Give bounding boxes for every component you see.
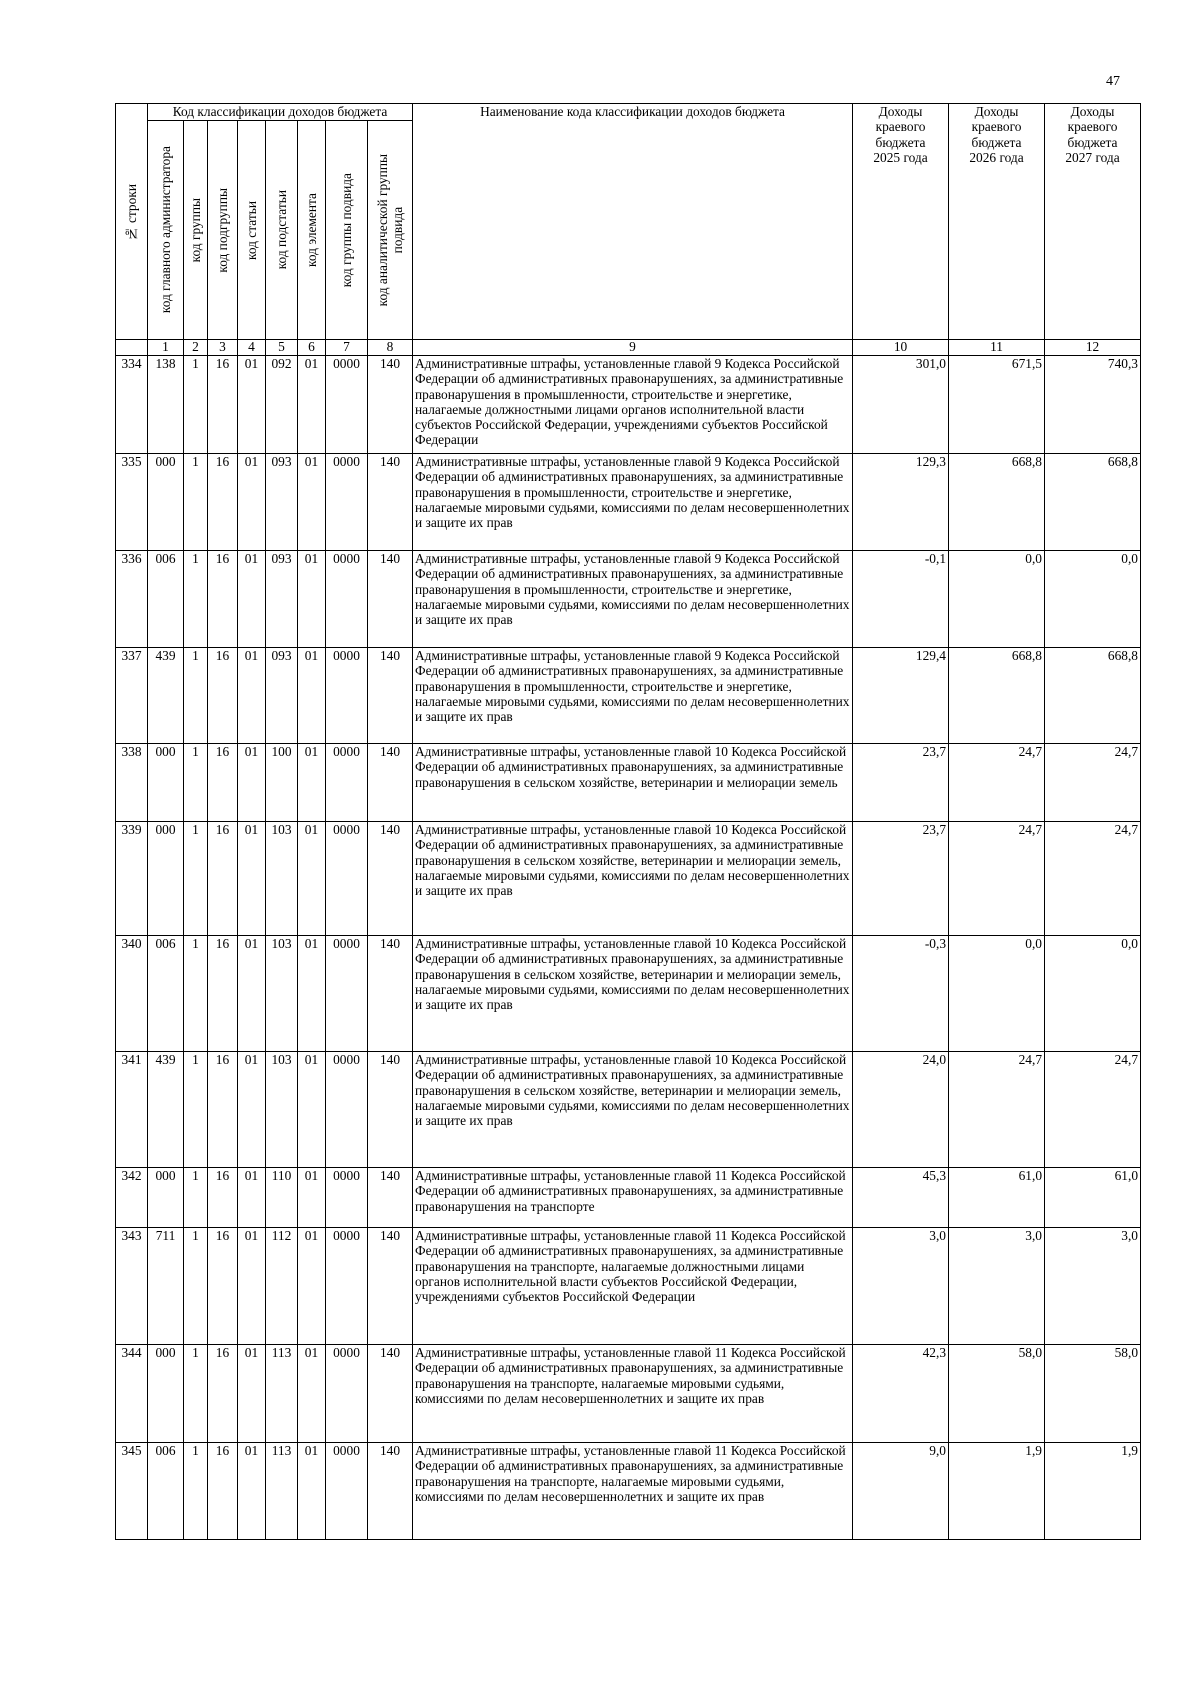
subarticle-code: 100 (266, 744, 298, 822)
group-code: 1 (184, 551, 208, 648)
row-number: 342 (116, 1168, 148, 1228)
article-code: 01 (238, 454, 266, 551)
column-number: 1 (148, 340, 184, 356)
column-number: 5 (266, 340, 298, 356)
analytic-group-code: 140 (368, 1052, 413, 1168)
code-name: Административные штрафы, установленные главой 10 Кодекса Российской Федерации об административных правонарушениях, за административные правонарушения в сельском хозяйстве, ветеринарии и мелиорации земель, налагаемые мировыми судьями, комиссиями по делам несовершеннолетних и защите их прав (413, 1052, 853, 1168)
revenue-2027: 24,7 (1045, 744, 1141, 822)
revenue-2027: 0,0 (1045, 551, 1141, 648)
analytic-group-code: 140 (368, 1443, 413, 1540)
table-row (116, 1443, 1141, 1540)
revenue-2027: 668,8 (1045, 454, 1141, 551)
header-analytic-group-code: код аналитической группы подвида (368, 121, 413, 340)
revenue-2025: 9,0 (853, 1443, 949, 1540)
row-number: 337 (116, 648, 148, 744)
subgroup-code: 16 (208, 1168, 238, 1228)
group-code: 1 (184, 822, 208, 936)
analytic-group-code: 140 (368, 551, 413, 648)
row-number: 336 (116, 551, 148, 648)
subtype-group-code: 0000 (326, 551, 368, 648)
admin-code: 000 (148, 1345, 184, 1443)
subtype-group-code: 0000 (326, 744, 368, 822)
element-code: 01 (298, 744, 326, 822)
analytic-group-code: 140 (368, 648, 413, 744)
table-row (116, 454, 1141, 551)
subtype-group-code: 0000 (326, 936, 368, 1052)
header-code-name: Наименование кода классификации доходов бюджета (413, 104, 853, 340)
subarticle-code: 103 (266, 1052, 298, 1168)
admin-code: 006 (148, 551, 184, 648)
element-code: 01 (298, 1228, 326, 1345)
revenue-2025: 129,3 (853, 454, 949, 551)
revenue-2026: 3,0 (949, 1228, 1045, 1345)
article-code: 01 (238, 648, 266, 744)
row-number: 339 (116, 822, 148, 936)
subtype-group-code: 0000 (326, 1228, 368, 1345)
subarticle-code: 113 (266, 1345, 298, 1443)
revenue-2025: 42,3 (853, 1345, 949, 1443)
article-code: 01 (238, 1443, 266, 1540)
element-code: 01 (298, 551, 326, 648)
subgroup-code: 16 (208, 1345, 238, 1443)
page-number: 47 (1106, 74, 1120, 89)
revenue-2026: 668,8 (949, 648, 1045, 744)
admin-code: 000 (148, 744, 184, 822)
subtype-group-code: 0000 (326, 356, 368, 454)
column-number: 12 (1045, 340, 1141, 356)
revenue-2026: 1,9 (949, 1443, 1045, 1540)
subgroup-code: 16 (208, 356, 238, 454)
analytic-group-code: 140 (368, 822, 413, 936)
table-row (116, 356, 1141, 454)
revenue-2025: -0,1 (853, 551, 949, 648)
table-row (116, 1168, 1141, 1228)
revenue-2027: 24,7 (1045, 1052, 1141, 1168)
subarticle-code: 092 (266, 356, 298, 454)
revenue-2025: 301,0 (853, 356, 949, 454)
subgroup-code: 16 (208, 551, 238, 648)
group-code: 1 (184, 1228, 208, 1345)
budget-revenue-table (115, 103, 1141, 1540)
revenue-2026: 668,8 (949, 454, 1045, 551)
revenue-2026: 0,0 (949, 936, 1045, 1052)
admin-code: 000 (148, 1168, 184, 1228)
column-number: 9 (413, 340, 853, 356)
subtype-group-code: 0000 (326, 1168, 368, 1228)
revenue-2025: 45,3 (853, 1168, 949, 1228)
code-name: Административные штрафы, установленные главой 9 Кодекса Российской Федерации об административных правонарушениях, за административные правонарушения в промышленности, строительстве и энергетике, налагаемые мировыми судьями, комиссиями по делам несовершеннолетних и защите их прав (413, 551, 853, 648)
revenue-2026: 24,7 (949, 822, 1045, 936)
element-code: 01 (298, 822, 326, 936)
article-code: 01 (238, 1052, 266, 1168)
revenue-2027: 740,3 (1045, 356, 1141, 454)
group-code: 1 (184, 454, 208, 551)
analytic-group-code: 140 (368, 1345, 413, 1443)
element-code: 01 (298, 1345, 326, 1443)
subgroup-code: 16 (208, 822, 238, 936)
row-number: 343 (116, 1228, 148, 1345)
element-code: 01 (298, 1443, 326, 1540)
code-name: Административные штрафы, установленные главой 11 Кодекса Российской Федерации об административных правонарушениях, за административные правонарушения на транспорте, налагаемые мировыми судьями, комиссиями по делам несовершеннолетних и защите их прав (413, 1345, 853, 1443)
header-subgroup-code: код подгруппы (208, 121, 238, 340)
header-group-code: код группы (184, 121, 208, 340)
subarticle-code: 093 (266, 551, 298, 648)
analytic-group-code: 140 (368, 1228, 413, 1345)
subgroup-code: 16 (208, 1228, 238, 1345)
subtype-group-code: 0000 (326, 1052, 368, 1168)
revenue-2026: 24,7 (949, 1052, 1045, 1168)
header-subarticle-code: код подстатьи (266, 121, 298, 340)
revenue-2026: 671,5 (949, 356, 1045, 454)
row-number: 338 (116, 744, 148, 822)
revenue-2025: 23,7 (853, 822, 949, 936)
subarticle-code: 103 (266, 822, 298, 936)
column-number (116, 340, 148, 356)
revenue-2027: 3,0 (1045, 1228, 1141, 1345)
element-code: 01 (298, 936, 326, 1052)
revenue-2025: 23,7 (853, 744, 949, 822)
admin-code: 439 (148, 1052, 184, 1168)
article-code: 01 (238, 744, 266, 822)
analytic-group-code: 140 (368, 744, 413, 822)
revenue-2027: 58,0 (1045, 1345, 1141, 1443)
group-code: 1 (184, 648, 208, 744)
header-admin-code: код главного администратора (148, 121, 184, 340)
row-number: 334 (116, 356, 148, 454)
revenue-2027: 24,7 (1045, 822, 1141, 936)
admin-code: 711 (148, 1228, 184, 1345)
column-number: 8 (368, 340, 413, 356)
table-row (116, 648, 1141, 744)
revenue-2026: 58,0 (949, 1345, 1045, 1443)
revenue-2026: 24,7 (949, 744, 1045, 822)
code-name: Административные штрафы, установленные главой 9 Кодекса Российской Федерации об административных правонарушениях, за административные правонарушения в промышленности, строительстве и энергетике, налагаемые мировыми судьями, комиссиями по делам несовершеннолетних и защите их прав (413, 648, 853, 744)
revenue-2025: -0,3 (853, 936, 949, 1052)
article-code: 01 (238, 551, 266, 648)
code-name: Административные штрафы, установленные главой 10 Кодекса Российской Федерации об административных правонарушениях, за административные правонарушения в сельском хозяйстве, ветеринарии и мелиорации земель, налагаемые мировыми судьями, комиссиями по делам несовершеннолетних и защите их прав (413, 822, 853, 936)
column-number: 7 (326, 340, 368, 356)
subarticle-code: 093 (266, 648, 298, 744)
header-article-code: код статьи (238, 121, 266, 340)
row-number: 340 (116, 936, 148, 1052)
group-code: 1 (184, 356, 208, 454)
article-code: 01 (238, 356, 266, 454)
article-code: 01 (238, 936, 266, 1052)
subarticle-code: 110 (266, 1168, 298, 1228)
table-row (116, 822, 1141, 936)
revenue-2027: 61,0 (1045, 1168, 1141, 1228)
code-name: Административные штрафы, установленные главой 10 Кодекса Российской Федерации об административных правонарушениях, за административные правонарушения в сельском хозяйстве, ветеринарии и мелиорации земель (413, 744, 853, 822)
revenue-2025: 3,0 (853, 1228, 949, 1345)
header-revenue-2027: Доходы краевого бюджета 2027 года (1045, 104, 1141, 340)
group-code: 1 (184, 1052, 208, 1168)
admin-code: 439 (148, 648, 184, 744)
code-name: Административные штрафы, установленные главой 11 Кодекса Российской Федерации об административных правонарушениях, за административные правонарушения на транспорте, налагаемые мировыми судьями, комиссиями по делам несовершеннолетних и защите их прав (413, 1443, 853, 1540)
article-code: 01 (238, 1228, 266, 1345)
element-code: 01 (298, 454, 326, 551)
subtype-group-code: 0000 (326, 1443, 368, 1540)
column-number: 10 (853, 340, 949, 356)
analytic-group-code: 140 (368, 454, 413, 551)
subarticle-code: 113 (266, 1443, 298, 1540)
header-subtype-group-code: код группы подвида (326, 121, 368, 340)
header-revenue-2025: Доходы краевого бюджета 2025 года (853, 104, 949, 340)
element-code: 01 (298, 356, 326, 454)
column-number: 3 (208, 340, 238, 356)
subgroup-code: 16 (208, 1052, 238, 1168)
column-number: 11 (949, 340, 1045, 356)
revenue-2026: 61,0 (949, 1168, 1045, 1228)
code-name: Административные штрафы, установленные главой 9 Кодекса Российской Федерации об административных правонарушениях, за административные правонарушения в промышленности, строительстве и энергетике, налагаемые должностными лицами органов исполнительной власти субъектов Российской Федерации, учреждениями субъектов Российской Федерации (413, 356, 853, 454)
article-code: 01 (238, 1168, 266, 1228)
article-code: 01 (238, 1345, 266, 1443)
header-row-number: № строки (116, 104, 148, 340)
row-number: 335 (116, 454, 148, 551)
header-classification-code-group: Код классификации доходов бюджета (148, 104, 413, 121)
table-row (116, 1052, 1141, 1168)
column-number: 4 (238, 340, 266, 356)
subtype-group-code: 0000 (326, 1345, 368, 1443)
code-name: Административные штрафы, установленные главой 11 Кодекса Российской Федерации об административных правонарушениях, за административные правонарушения на транспорте, налагаемые должностными лицами органов исполнительной власти субъектов Российской Федерации, учреждениями субъектов Российской Федерации (413, 1228, 853, 1345)
subarticle-code: 103 (266, 936, 298, 1052)
analytic-group-code: 140 (368, 1168, 413, 1228)
subgroup-code: 16 (208, 744, 238, 822)
group-code: 1 (184, 1443, 208, 1540)
table-row (116, 1228, 1141, 1345)
revenue-2025: 24,0 (853, 1052, 949, 1168)
subgroup-code: 16 (208, 648, 238, 744)
table-row (116, 551, 1141, 648)
subgroup-code: 16 (208, 936, 238, 1052)
table-row (116, 1345, 1141, 1443)
revenue-2026: 0,0 (949, 551, 1045, 648)
element-code: 01 (298, 648, 326, 744)
table-row (116, 936, 1141, 1052)
revenue-2027: 668,8 (1045, 648, 1141, 744)
code-name: Административные штрафы, установленные главой 11 Кодекса Российской Федерации об административных правонарушениях, за административные правонарушения на транспорте (413, 1168, 853, 1228)
admin-code: 006 (148, 936, 184, 1052)
subtype-group-code: 0000 (326, 454, 368, 551)
group-code: 1 (184, 936, 208, 1052)
group-code: 1 (184, 1345, 208, 1443)
column-number: 6 (298, 340, 326, 356)
admin-code: 138 (148, 356, 184, 454)
element-code: 01 (298, 1168, 326, 1228)
group-code: 1 (184, 744, 208, 822)
header-revenue-2026: Доходы краевого бюджета 2026 года (949, 104, 1045, 340)
article-code: 01 (238, 822, 266, 936)
admin-code: 000 (148, 454, 184, 551)
row-number: 344 (116, 1345, 148, 1443)
revenue-2025: 129,4 (853, 648, 949, 744)
row-number: 341 (116, 1052, 148, 1168)
subgroup-code: 16 (208, 454, 238, 551)
revenue-2027: 0,0 (1045, 936, 1141, 1052)
column-number: 2 (184, 340, 208, 356)
admin-code: 006 (148, 1443, 184, 1540)
row-number: 345 (116, 1443, 148, 1540)
subgroup-code: 16 (208, 1443, 238, 1540)
column-number-row (116, 340, 1141, 356)
code-name: Административные штрафы, установленные главой 10 Кодекса Российской Федерации об административных правонарушениях, за административные правонарушения в сельском хозяйстве, ветеринарии и мелиорации земель, налагаемые мировыми судьями, комиссиями по делам несовершеннолетних и защите их прав (413, 936, 853, 1052)
admin-code: 000 (148, 822, 184, 936)
table-row (116, 744, 1141, 822)
subarticle-code: 093 (266, 454, 298, 551)
revenue-2027: 1,9 (1045, 1443, 1141, 1540)
header-element-code: код элемента (298, 121, 326, 340)
group-code: 1 (184, 1168, 208, 1228)
analytic-group-code: 140 (368, 356, 413, 454)
element-code: 01 (298, 1052, 326, 1168)
analytic-group-code: 140 (368, 936, 413, 1052)
code-name: Административные штрафы, установленные главой 9 Кодекса Российской Федерации об административных правонарушениях, за административные правонарушения в промышленности, строительстве и энергетике, налагаемые мировыми судьями, комиссиями по делам несовершеннолетних и защите их прав (413, 454, 853, 551)
subtype-group-code: 0000 (326, 648, 368, 744)
subtype-group-code: 0000 (326, 822, 368, 936)
subarticle-code: 112 (266, 1228, 298, 1345)
